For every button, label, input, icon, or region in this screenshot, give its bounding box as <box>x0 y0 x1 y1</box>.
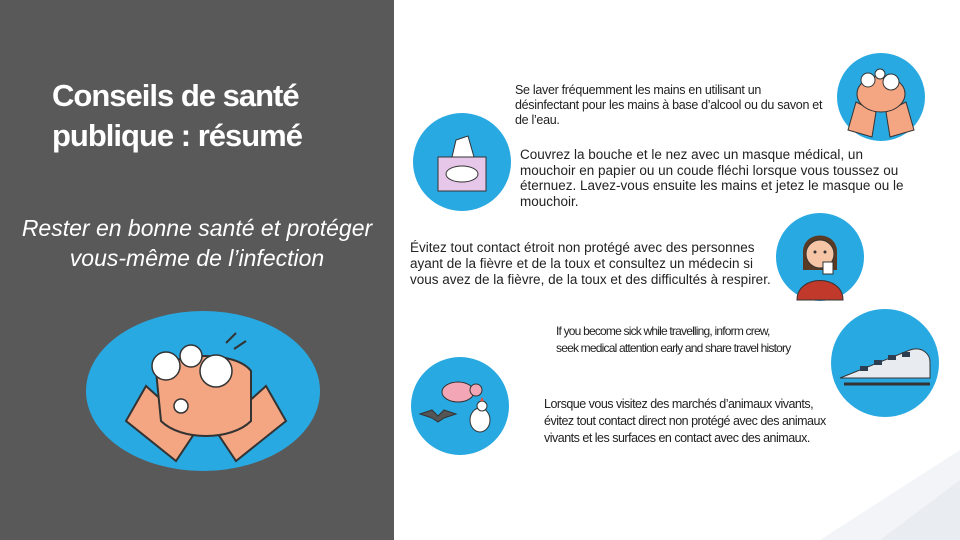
tip-cover-mouth-text: Couvrez la bouche et le nez avec un masque médical, un mouchoir en papier ou un coude fléchi lorsque vous toussez ou éternuez. Lavez-vous ensuite les mains et jetez le masque ou le mouchoir. <box>520 147 904 209</box>
left-panel <box>0 0 394 540</box>
tip-handwashing-text: Se laver fréquemment les mains en utilisant un désinfectant pour les mains à base d’alcool ou du savon et de l’eau. <box>515 83 823 127</box>
handwashing-illustration <box>86 311 320 471</box>
sick-person-icon <box>775 212 865 302</box>
tip-avoid-contact-text: Évitez tout contact étroit non protégé avec des personnes ayant de la fièvre et de la toux et consultez un médecin si vous avez de la fièvre, de la toux et des difficultés à respirer. <box>410 240 771 287</box>
train-icon <box>830 308 940 418</box>
tip-animal-markets-text: Lorsque vous visitez des marchés d’animaux vivants, évitez tout contact direct non protégé avec des animaux vivants et les surfaces en contact avec des animaux. <box>544 397 826 445</box>
handwashing-icon <box>836 52 926 142</box>
decorative-corner <box>820 450 960 540</box>
animals-icon <box>410 356 510 456</box>
slide-subtitle: Rester en bonne santé et protéger vous-même de l’infection <box>21 215 373 271</box>
tissue-box-icon <box>412 112 512 212</box>
tip-travel-text: If you become sick while travelling, inform crew, seek medical attention early and share travel history <box>556 324 791 355</box>
slide-title: Conseils de santé publique : résumé <box>52 78 302 153</box>
